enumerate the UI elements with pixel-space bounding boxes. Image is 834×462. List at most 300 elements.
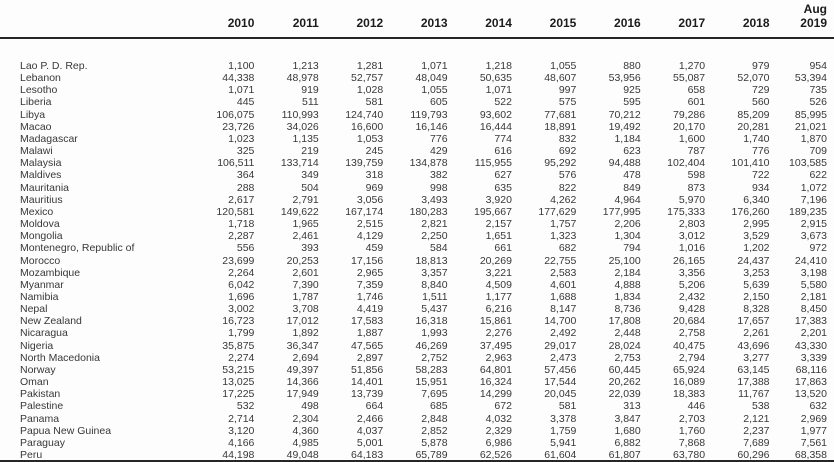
- country-name-cell: Mauritania: [20, 181, 70, 194]
- value-cell: 5,580: [800, 278, 827, 291]
- value-cell: 2,274: [228, 351, 255, 364]
- value-cell: 787: [687, 145, 706, 158]
- value-cell: 1,600: [678, 132, 706, 145]
- value-cell: 53,394: [794, 72, 827, 85]
- value-cell: 17,657: [737, 315, 770, 328]
- value-cell: 998: [430, 181, 448, 194]
- value-cell: 4,964: [614, 193, 641, 206]
- value-cell: 556: [236, 242, 255, 255]
- value-cell: 134,878: [409, 157, 448, 170]
- value-cell: 119,793: [410, 108, 448, 121]
- value-cell: 115,955: [474, 157, 512, 170]
- value-cell: 3,339: [800, 351, 827, 364]
- value-cell: 8,450: [800, 303, 827, 316]
- value-cell: 17,388: [737, 376, 770, 389]
- value-cell: 3,012: [678, 230, 706, 243]
- value-cell: 20,269: [479, 254, 512, 267]
- value-cell: 445: [236, 96, 255, 109]
- year-header-2010: 2010: [227, 15, 255, 30]
- value-cell: 2,276: [485, 327, 512, 340]
- value-cell: 349: [301, 169, 319, 182]
- value-cell: 20,281: [737, 120, 770, 133]
- value-cell: 6,882: [614, 436, 641, 449]
- value-cell: 954: [809, 60, 827, 72]
- value-cell: 49,397: [286, 363, 319, 376]
- value-cell: 1,213: [292, 60, 319, 72]
- value-cell: 1,696: [228, 290, 255, 303]
- value-cell: 288: [236, 181, 255, 194]
- value-cell: 658: [687, 84, 706, 97]
- value-cell: 709: [809, 145, 827, 158]
- value-cell: 189,235: [789, 205, 827, 218]
- value-cell: 3,357: [421, 266, 448, 279]
- value-cell: 538: [751, 400, 770, 413]
- country-name-cell: Oman: [20, 376, 49, 389]
- value-cell: 6,042: [228, 278, 255, 291]
- country-name-cell: Malaysia: [20, 157, 62, 170]
- value-cell: 180,283: [409, 205, 448, 218]
- country-name-cell: Mexico: [20, 205, 54, 218]
- value-cell: 1,511: [422, 290, 448, 303]
- country-name-cell: Montenegro, Republic of: [20, 242, 135, 255]
- value-cell: 68,116: [795, 363, 827, 376]
- value-cell: 504: [301, 181, 319, 194]
- value-cell: 20,253: [286, 254, 319, 267]
- table-row: [0, 194, 834, 206]
- value-cell: 195,667: [473, 205, 512, 218]
- year-header-aug-2019: [770, 0, 834, 38]
- table-row: [0, 400, 834, 412]
- value-cell: 1,993: [421, 327, 448, 340]
- value-cell: 581: [558, 400, 577, 413]
- value-cell: 1,892: [292, 327, 319, 340]
- value-cell: 2,206: [614, 218, 641, 231]
- value-cell: 18,383: [673, 388, 706, 401]
- value-cell: 735: [809, 84, 827, 97]
- value-cell: 4,985: [292, 436, 319, 449]
- value-cell: 53,956: [608, 72, 641, 85]
- value-cell: 48,607: [544, 72, 577, 85]
- value-cell: 2,821: [421, 218, 448, 231]
- value-cell: 34,026: [286, 120, 319, 133]
- value-cell: 1,135: [292, 132, 319, 145]
- value-cell: 1,887: [356, 327, 384, 340]
- value-cell: 245: [365, 145, 384, 158]
- value-cell: 7,868: [678, 436, 706, 449]
- value-cell: 58,283: [415, 363, 448, 376]
- value-cell: 4,262: [550, 193, 577, 206]
- value-cell: 2,304: [292, 412, 319, 425]
- value-cell: 685: [430, 400, 448, 413]
- year-header-2018: 2018: [742, 15, 770, 30]
- value-cell: 595: [623, 96, 641, 109]
- value-cell: 15,951: [415, 376, 448, 389]
- value-cell: 584: [430, 242, 448, 255]
- value-cell: 6,986: [485, 436, 512, 449]
- value-cell: 23,726: [222, 120, 255, 133]
- value-cell: 3,277: [743, 351, 770, 364]
- value-cell: 4,888: [614, 278, 641, 291]
- value-cell: 28,024: [608, 339, 641, 352]
- value-cell: 65,789: [415, 449, 448, 461]
- value-cell: 3,920: [485, 193, 512, 206]
- value-cell: 40,475: [673, 339, 706, 352]
- table-row: [0, 364, 834, 376]
- value-cell: 20,045: [544, 388, 577, 401]
- value-cell: 2,995: [743, 218, 770, 231]
- value-cell: 605: [430, 96, 448, 109]
- value-cell: 175,333: [667, 205, 706, 218]
- value-cell: 3,847: [614, 412, 641, 425]
- value-cell: 1,759: [550, 424, 577, 437]
- value-cell: 16,723: [222, 315, 255, 328]
- year-header-2015: 2015: [549, 15, 577, 30]
- value-cell: 2,264: [228, 266, 255, 279]
- value-cell: 4,601: [550, 278, 577, 291]
- value-cell: 1,760: [678, 424, 706, 437]
- country-name-cell: Lao P. D. Rep.: [20, 60, 88, 72]
- value-cell: 2,848: [421, 412, 448, 425]
- value-cell: 672: [494, 400, 512, 413]
- value-cell: 3,120: [228, 424, 255, 437]
- table-row: [0, 449, 834, 461]
- table-row: [0, 206, 834, 218]
- value-cell: 7,359: [356, 278, 384, 291]
- value-cell: 53,215: [222, 363, 255, 376]
- value-cell: 64,183: [351, 449, 384, 461]
- value-cell: 776: [751, 145, 770, 158]
- value-cell: 632: [809, 400, 827, 413]
- value-cell: 498: [301, 400, 319, 413]
- value-cell: 2,694: [292, 351, 319, 364]
- country-name-cell: Mauritius: [20, 193, 63, 206]
- value-cell: 3,002: [228, 303, 255, 316]
- table-row: [0, 315, 834, 327]
- value-cell: 2,969: [800, 412, 827, 425]
- value-cell: 35,875: [222, 339, 255, 352]
- country-name-cell: Peru: [20, 449, 43, 461]
- value-cell: 5,970: [678, 193, 706, 206]
- value-cell: 822: [558, 181, 577, 194]
- value-cell: 8,328: [743, 303, 770, 316]
- value-cell: 133,714: [280, 157, 319, 170]
- value-cell: 429: [430, 145, 448, 158]
- value-cell: 446: [687, 400, 706, 413]
- table-row: [0, 84, 834, 96]
- value-cell: 16,089: [673, 376, 706, 389]
- value-cell: 3,493: [421, 193, 448, 206]
- value-cell: 623: [623, 145, 641, 158]
- table-body: [0, 38, 834, 461]
- value-cell: 849: [623, 181, 641, 194]
- value-cell: 1,757: [550, 218, 577, 231]
- table-row: [0, 169, 834, 181]
- value-cell: 393: [301, 242, 319, 255]
- value-cell: 2,461: [292, 230, 319, 243]
- country-name-cell: Madagascar: [20, 132, 78, 145]
- value-cell: 57,456: [544, 363, 577, 376]
- value-cell: 2,758: [678, 327, 706, 340]
- table-row: [0, 388, 834, 400]
- value-cell: 8,147: [550, 303, 577, 316]
- value-cell: 55,087: [673, 72, 706, 85]
- value-cell: 14,401: [351, 376, 384, 389]
- value-cell: 68,358: [794, 449, 827, 461]
- value-cell: 682: [558, 242, 577, 255]
- value-cell: 3,673: [800, 230, 827, 243]
- value-cell: 581: [365, 96, 384, 109]
- value-cell: 2,492: [550, 327, 577, 340]
- country-name-cell: Mozambique: [20, 266, 81, 279]
- value-cell: 13,520: [794, 388, 827, 401]
- value-cell: 3,529: [743, 230, 770, 243]
- value-cell: 149,622: [280, 205, 319, 218]
- value-cell: 16,444: [479, 120, 512, 133]
- value-cell: 598: [687, 169, 706, 182]
- value-cell: 120,581: [216, 205, 255, 218]
- value-cell: 776: [430, 132, 448, 145]
- value-cell: 85,995: [794, 108, 827, 121]
- country-name-cell: Malawi: [20, 145, 53, 158]
- value-cell: 5,941: [550, 436, 577, 449]
- country-name-cell: Nicaragua: [20, 327, 68, 340]
- value-cell: 103,585: [789, 157, 827, 170]
- value-cell: 48,978: [286, 72, 319, 85]
- value-cell: 63,780: [673, 449, 706, 461]
- value-cell: 318: [365, 169, 384, 182]
- value-cell: 17,156: [351, 254, 384, 267]
- value-cell: 1,053: [356, 132, 384, 145]
- table-row: [0, 109, 834, 121]
- value-cell: 1,787: [292, 290, 319, 303]
- value-cell: 106,511: [217, 157, 255, 170]
- aug-label: Aug: [803, 2, 827, 16]
- value-cell: 2,852: [421, 424, 448, 437]
- value-cell: 177,995: [602, 205, 641, 218]
- value-cell: 18,813: [415, 254, 448, 267]
- value-cell: 17,225: [222, 388, 255, 401]
- value-cell: 106,075: [216, 108, 255, 121]
- value-cell: 2,714: [228, 412, 255, 425]
- value-cell: 1,177: [485, 290, 512, 303]
- value-cell: 979: [751, 60, 770, 72]
- value-cell: 37,495: [479, 339, 512, 352]
- value-cell: 1,100: [228, 60, 255, 72]
- value-cell: 880: [623, 60, 641, 72]
- value-cell: 25,100: [608, 254, 641, 267]
- value-cell: 24,437: [737, 254, 770, 267]
- value-cell: 21,021: [794, 120, 827, 133]
- value-cell: 1,304: [614, 230, 641, 243]
- country-name-cell: Panama: [20, 412, 60, 425]
- value-cell: 1,202: [743, 242, 770, 255]
- value-cell: 46,269: [415, 339, 448, 352]
- value-cell: 5,639: [743, 278, 770, 291]
- value-cell: 3,356: [678, 266, 706, 279]
- table-row: [0, 218, 834, 230]
- value-cell: 1,071: [421, 60, 448, 72]
- value-cell: 4,032: [485, 412, 512, 425]
- value-cell: 17,808: [608, 315, 641, 328]
- value-cell: 13,025: [222, 376, 255, 389]
- value-cell: 11,767: [738, 388, 770, 401]
- value-cell: 6,216: [485, 303, 512, 316]
- value-cell: 2,515: [356, 218, 384, 231]
- country-name-cell: Myanmar: [20, 278, 64, 291]
- year-header-2014: 2014: [485, 15, 512, 30]
- value-cell: 1,870: [800, 132, 827, 145]
- table-row: [0, 96, 834, 108]
- value-cell: 2,915: [800, 218, 827, 231]
- table-row: [0, 291, 834, 303]
- value-cell: 102,404: [667, 157, 706, 170]
- value-cell: 1,965: [292, 218, 319, 231]
- value-cell: 5,206: [678, 278, 706, 291]
- country-name-cell: Morocco: [20, 254, 61, 267]
- table-row: [0, 413, 834, 425]
- value-cell: 177,629: [538, 205, 577, 218]
- value-cell: 15,861: [479, 315, 512, 328]
- value-cell: 61,604: [544, 449, 577, 461]
- table-row: [0, 376, 834, 388]
- value-cell: 364: [236, 169, 255, 182]
- value-cell: 729: [751, 84, 770, 97]
- value-cell: 4,166: [228, 436, 255, 449]
- value-cell: 925: [623, 84, 641, 97]
- value-cell: 22,755: [544, 254, 577, 267]
- value-cell: 3,198: [800, 266, 827, 279]
- value-cell: 14,700: [544, 315, 577, 328]
- value-cell: 2,791: [292, 193, 319, 206]
- value-cell: 2,157: [485, 218, 512, 231]
- value-cell: 532: [236, 400, 255, 413]
- value-cell: 3,056: [356, 193, 384, 206]
- value-cell: 50,635: [479, 72, 512, 85]
- country-name-cell: Pakistan: [20, 388, 61, 401]
- table-row: [0, 145, 834, 157]
- value-cell: 1,023: [228, 132, 255, 145]
- value-cell: 2,181: [800, 290, 827, 303]
- value-cell: 7,695: [421, 388, 448, 401]
- value-cell: 9,428: [678, 303, 706, 316]
- year-header-2011: 2011: [292, 15, 319, 30]
- table-row: [0, 340, 834, 352]
- value-cell: 2,448: [614, 327, 641, 340]
- value-cell: 22,039: [608, 388, 641, 401]
- value-cell: 6,340: [743, 193, 770, 206]
- value-cell: 576: [558, 169, 577, 182]
- value-cell: 65,924: [673, 363, 706, 376]
- value-cell: 601: [687, 96, 706, 109]
- country-name-cell: Maldives: [20, 169, 62, 182]
- value-cell: 20,684: [673, 315, 706, 328]
- value-cell: 70,212: [608, 108, 641, 121]
- value-cell: 1,834: [614, 290, 641, 303]
- value-cell: 2,201: [800, 327, 827, 340]
- year-header-2012: 2012: [356, 15, 384, 30]
- value-cell: 17,012: [286, 315, 319, 328]
- country-name-cell: Lesotho: [20, 84, 58, 97]
- value-cell: 43,696: [737, 339, 770, 352]
- value-cell: 17,383: [794, 315, 827, 328]
- value-cell: 60,445: [608, 363, 641, 376]
- value-cell: 832: [558, 132, 577, 145]
- country-name-cell: Norway: [20, 363, 56, 376]
- country-name-cell: North Macedonia: [20, 351, 100, 364]
- value-cell: 526: [809, 96, 827, 109]
- value-cell: 48,049: [415, 72, 448, 85]
- value-cell: 622: [809, 169, 827, 182]
- value-cell: 382: [430, 169, 448, 182]
- value-cell: 459: [365, 242, 384, 255]
- table-row: [0, 303, 834, 315]
- value-cell: 1,718: [228, 218, 255, 231]
- value-cell: 49,048: [286, 449, 319, 461]
- value-cell: 478: [623, 169, 641, 182]
- value-cell: 511: [302, 96, 319, 109]
- value-cell: 575: [558, 96, 577, 109]
- value-cell: 124,740: [345, 108, 384, 121]
- year-2019-label: 2019: [800, 15, 827, 30]
- value-cell: 774: [494, 132, 512, 145]
- year-header-2016: 2016: [614, 15, 641, 30]
- value-cell: 1,323: [550, 230, 577, 243]
- value-cell: 18,891: [544, 120, 577, 133]
- value-cell: 4,419: [356, 303, 384, 316]
- value-cell: 522: [494, 96, 512, 109]
- value-cell: 722: [751, 169, 770, 182]
- value-cell: 2,803: [678, 218, 706, 231]
- table-row: [0, 327, 834, 339]
- table-row: [0, 230, 834, 242]
- value-cell: 972: [809, 242, 827, 255]
- value-cell: 1,055: [421, 84, 448, 97]
- value-cell: 1,055: [550, 60, 577, 72]
- value-cell: 8,840: [421, 278, 448, 291]
- value-cell: 24,410: [794, 254, 827, 267]
- value-cell: 325: [236, 145, 255, 158]
- value-cell: 2,473: [550, 351, 577, 364]
- table-row: [0, 157, 834, 169]
- country-name-cell: Moldova: [20, 218, 60, 231]
- value-cell: 2,583: [550, 266, 577, 279]
- table-row: [0, 182, 834, 194]
- country-name-cell: Namibia: [20, 290, 59, 303]
- value-cell: 16,324: [479, 376, 512, 389]
- table-row: [0, 38, 834, 72]
- value-cell: 4,360: [292, 424, 319, 437]
- value-cell: 167,174: [345, 205, 384, 218]
- value-cell: 17,583: [351, 315, 384, 328]
- country-name-cell: Nigeria: [20, 339, 54, 352]
- value-cell: 85,209: [737, 108, 770, 121]
- value-cell: 1,184: [614, 132, 641, 145]
- value-cell: 51,856: [351, 363, 384, 376]
- value-cell: 2,184: [614, 266, 641, 279]
- value-cell: 1,688: [550, 290, 577, 303]
- value-cell: 2,287: [228, 230, 255, 243]
- year-header-2013: 2013: [420, 15, 448, 30]
- value-cell: 2,432: [678, 290, 706, 303]
- value-cell: 2,794: [678, 351, 706, 364]
- value-cell: 2,261: [743, 327, 770, 340]
- country-name-cell: Nepal: [20, 303, 48, 316]
- value-cell: 3,221: [485, 266, 512, 279]
- value-cell: 219: [301, 145, 319, 158]
- value-cell: 1,071: [485, 84, 512, 97]
- value-cell: 5,878: [421, 436, 448, 449]
- value-cell: 17,863: [794, 376, 827, 389]
